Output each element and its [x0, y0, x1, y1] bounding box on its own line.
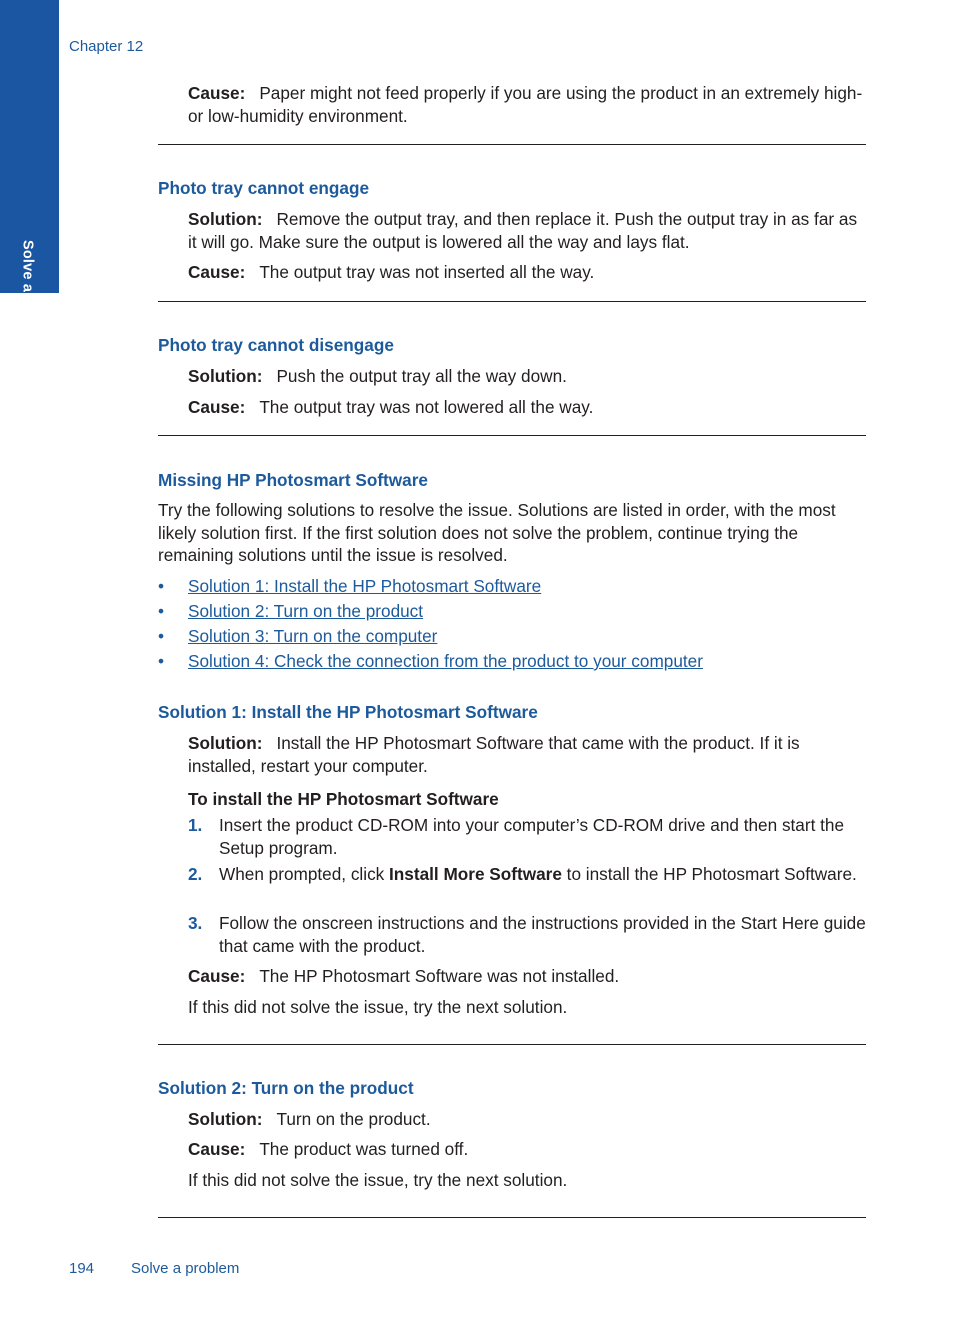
divider [158, 435, 866, 436]
cause-label: Cause: [188, 1139, 246, 1159]
side-tab [0, 0, 59, 356]
install-more-software-label: Install More Software [389, 864, 562, 884]
cause-text: Paper might not feed properly if you are using the product in an extremely high- or low-humidity environment. [188, 83, 863, 126]
sol2-cause [188, 1138, 868, 1161]
cause-label: Cause: [188, 83, 246, 103]
solution-label: Solution: [188, 733, 263, 753]
step-text-before: When prompted, click [219, 864, 390, 884]
sol1-solution [188, 732, 868, 777]
cause-label: Cause: [188, 397, 246, 417]
page-number: 194 [69, 1260, 95, 1277]
step-number: 1. [188, 815, 203, 835]
chapter-header: Chapter 12 [69, 38, 144, 55]
missing-intro: Try the following solutions to resolve the issue. Solutions are listed in order, with the most likely solution first. If the first solution does not solve the problem, continue trying the remaining solutions until the issue is resolved. [158, 500, 836, 565]
disengage-cause [188, 396, 868, 419]
solution-text: Install the HP Photosmart Software that came with the product. If it is installed, restart your computer. [188, 733, 800, 776]
cause-text: The output tray was not inserted all the way. [259, 262, 595, 282]
cause-text: The output tray was not lowered all the way. [259, 397, 594, 417]
solution-text: Push the output tray all the way down. [276, 366, 567, 386]
solution-label: Solution: [188, 366, 263, 386]
solution-label: Solution: [188, 1109, 263, 1129]
intro-cause [188, 82, 868, 127]
sol2-solution [188, 1108, 868, 1131]
section-heading-missing-software: Missing HP Photosmart Software [158, 470, 428, 490]
divider [158, 1044, 866, 1045]
solution-text: Turn on the product. [276, 1109, 431, 1129]
disengage-solution [188, 365, 868, 388]
bullet: • [158, 576, 165, 596]
link-solution-3[interactable]: Solution 3: Turn on the computer [188, 626, 438, 646]
engage-solution [188, 208, 868, 253]
divider [158, 301, 866, 302]
step-text: Follow the onscreen instructions and the instructions provided in the Start Here guide that came with the product. [219, 913, 866, 956]
section-heading-engage: Photo tray cannot engage [158, 178, 370, 198]
cause-label: Cause: [188, 966, 246, 986]
step-text: Insert the product CD-ROM into your computer’s CD-ROM drive and then start the Setup program. [219, 815, 845, 858]
link-solution-2[interactable]: Solution 2: Turn on the product [188, 601, 424, 621]
solution-label: Solution: [188, 209, 263, 229]
link-solution-1[interactable]: Solution 1: Install the HP Photosmart Software [188, 576, 542, 596]
next-solution-note: If this did not solve the issue, try the next solution. [188, 997, 568, 1017]
divider [158, 144, 866, 145]
cause-label: Cause: [188, 262, 246, 282]
section-heading-solution-1: Solution 1: Install the HP Photosmart Software [158, 702, 538, 722]
bullet: • [158, 601, 165, 621]
step-text [219, 863, 869, 886]
cause-text: The HP Photosmart Software was not installed. [259, 966, 620, 986]
solution-text: Remove the output tray, and then replace it. Push the output tray in as far as it will go. Make sure the output is lowered all the way and lays flat. [188, 209, 858, 252]
bullet: • [158, 651, 165, 671]
cause-text: The product was turned off. [259, 1139, 469, 1159]
sol1-cause [188, 965, 868, 988]
link-solution-4[interactable]: Solution 4: Check the connection from the product to your computer [188, 651, 703, 671]
divider [158, 1217, 866, 1218]
step-number: 2. [188, 864, 203, 884]
bullet: • [158, 626, 165, 646]
step-text-after: to install the HP Photosmart Software. [561, 864, 857, 884]
side-tab-label: Solve a problem [19, 240, 36, 356]
step-number: 3. [188, 913, 203, 933]
next-solution-note: If this did not solve the issue, try the next solution. [188, 1170, 568, 1190]
section-heading-disengage: Photo tray cannot disengage [158, 335, 394, 355]
section-heading-solution-2: Solution 2: Turn on the product [158, 1078, 414, 1098]
engage-cause [188, 261, 868, 284]
procedure-title: To install the HP Photosmart Software [188, 789, 499, 809]
footer-section: Solve a problem [131, 1260, 240, 1277]
